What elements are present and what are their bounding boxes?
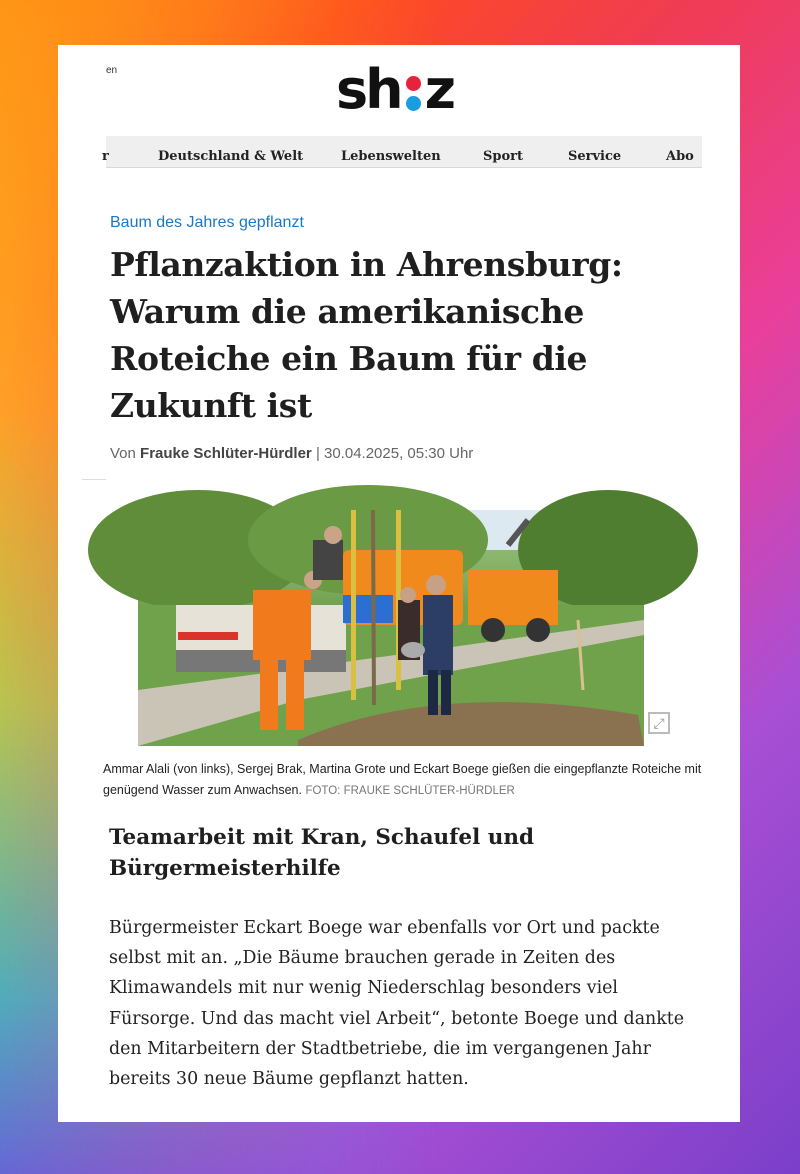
byline-prefix: Von [110, 445, 136, 462]
article-subheading: Teamarbeit mit Kran, Schaufel und Bürgermeisterhilfe [109, 825, 535, 881]
article-paragraph: Bürgermeister Eckart Boege war ebenfalls vor Ort und packte selbst mit an. „Die Bäume brauchen gerade in Zeiten des Klimawandels mit nur wenig Niederschlag besonders viel Fürsorge. Und das macht viel Arbeit“, betonte Boege und dankte den Mitarbeitern der Stadtbetriebe, die im vergangenen Jahr bereits 30 neue Bäume gepflanzt hatten. [109, 918, 685, 1090]
nav-item-service[interactable]: Service [568, 149, 622, 164]
article-page [58, 45, 740, 1122]
expand-image-icon[interactable]: ⤢ [648, 712, 670, 734]
photo-credit: FOTO: FRAUKE SCHLÜTER-HÜRDLER [305, 785, 515, 797]
nav-item-partial[interactable]: r [102, 149, 109, 164]
article-byline [110, 445, 473, 462]
main-navigation [102, 136, 702, 168]
nav-divider [106, 167, 702, 168]
logo-dots-icon [402, 68, 424, 118]
nav-item-lebenswelten[interactable]: Lebenswelten [341, 149, 441, 164]
article-kicker: Baum des Jahres gepflanzt [110, 214, 304, 231]
nav-item-abo[interactable]: Abo [666, 149, 694, 164]
byline-rule [82, 479, 106, 480]
nav-item-sport[interactable]: Sport [483, 149, 524, 164]
publish-date: | 30.04.2025, 05:30 Uhr [315, 445, 474, 462]
photo-caption [103, 759, 703, 802]
article-photo[interactable] [138, 510, 644, 746]
nav-item-deutschland-welt[interactable]: Deutschland & Welt [158, 149, 304, 164]
author-link[interactable]: Frauke Schlüter-Hürdler [140, 445, 312, 462]
logo-text-right: z [424, 58, 454, 121]
caption-text: Ammar Alali (von links), Sergej Brak, Martina Grote und Eckart Boege gießen die eingepflanzte Roteiche mit genügend Wasser zum Anwachsen. [103, 762, 702, 797]
logo-text-left: sh [336, 58, 401, 121]
article-title: Pflanzaktion in Ahrensburg: Warum die amerikanische Roteiche ein Baum für die Zukunft ist [110, 245, 623, 425]
photo-illustration [138, 510, 644, 746]
shz-logo[interactable] [336, 57, 453, 123]
language-switch[interactable]: en [106, 65, 118, 76]
